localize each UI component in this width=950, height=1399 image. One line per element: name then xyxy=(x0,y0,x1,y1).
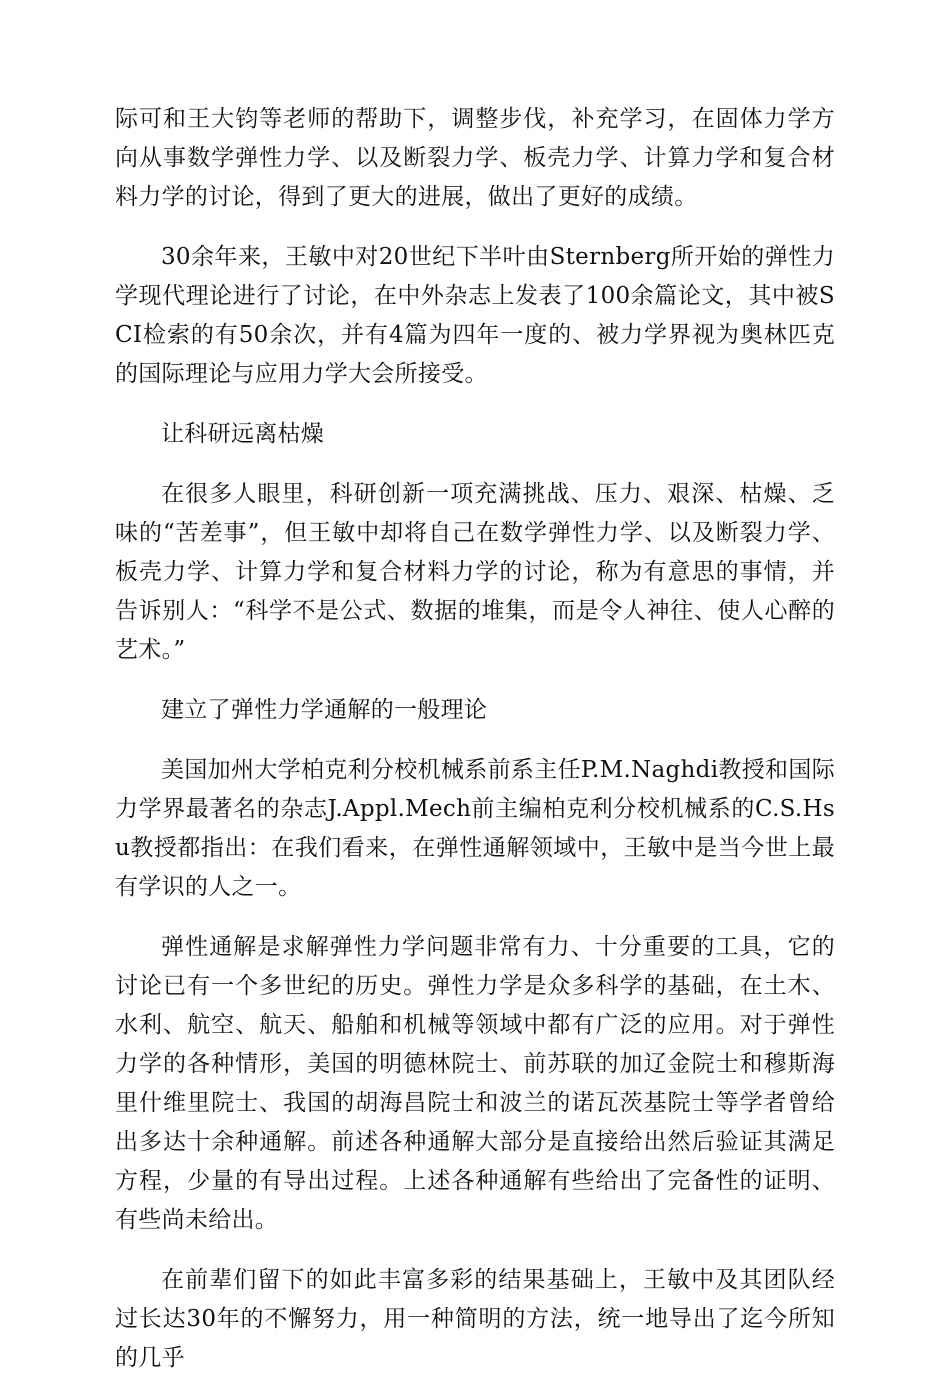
section-heading-research: 让科研远离枯燥 xyxy=(161,421,325,447)
paragraph-elasticity-history: 弹性通解是求解弹性力学问题非常有力、十分重要的工具，它的讨论已有一个多世纪的历史。弹性力学是众多科学的基础，在土木、水利、航空、航天、船舶和机械等领域中都有广泛的应用。对于弹性力学的各种情形，美国的明德林院士、前苏联的加辽金院士和穆斯海里什维里院士、我国的胡海昌院士和波兰的诺瓦茨基院士等学者曾给出多达十余种通解。前述各种通解大部分是直接给出然后验证其满足方程，少量的有导出过程。上述各种通解有些给出了完备性的证明、有些尚未给出。 xyxy=(115,934,835,1233)
paragraph-team-work: 在前辈们留下的如此丰富多彩的结果基础上，王敏中及其团队经过长达30年的不懈努力，用一种简明的方法，统一地导出了迄今所知的几乎 xyxy=(115,1267,835,1371)
document-body xyxy=(115,100,835,1399)
paragraph-science-art: 在很多人眼里，科研创新一项充满挑战、压力、艰深、枯燥、乏味的“苦差事”，但王敏中却将自己在数学弹性力学、以及断裂力学、板壳力学、计算力学和复合材料力学的讨论，称为有意思的事情，并告诉别人：“科学不是公式、数据的堆集，而是令人神往、使人心醉的艺术。” xyxy=(115,481,835,663)
paragraph-continued: 际可和王大钧等老师的帮助下，调整步伐，补充学习，在固体力学方向从事数学弹性力学、以及断裂力学、板壳力学、计算力学和复合材料力学的讨论，得到了更大的进展，做出了更好的成绩。 xyxy=(115,106,835,210)
paragraph-publications: 30余年来，王敏中对20世纪下半叶由Sternberg所开始的弹性力学现代理论进行了讨论，在中外杂志上发表了100余篇论文，其中被SCI检索的有50余次，并有4篇为四年一度的、被力学界视为奥林匹克的国际理论与应用力学大会所接受。 xyxy=(115,244,835,387)
section-heading-general-solution: 建立了弹性力学通解的一般理论 xyxy=(161,697,488,723)
paragraph-evaluation: 美国加州大学柏克利分校机械系前系主任P.M.Naghdi教授和国际力学界最著名的杂志J.Appl.Mech前主编柏克利分校机械系的C.S.Hsu教授都指出：在我们看来，在弹性通解领域中，王敏中是当今世上最有学识的人之一。 xyxy=(115,757,835,900)
